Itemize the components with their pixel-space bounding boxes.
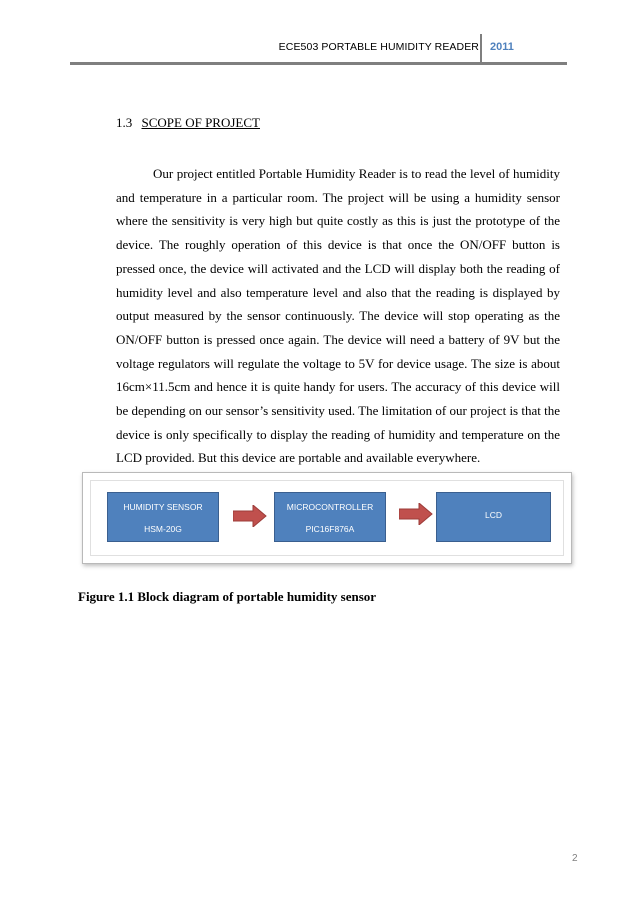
- block-label: LCD: [484, 510, 502, 520]
- header-rule: [70, 62, 567, 65]
- header-divider: [480, 34, 482, 64]
- right-arrow-icon: [399, 503, 433, 525]
- humidity-sensor-block: [107, 492, 219, 542]
- section-number: 1.3: [116, 115, 133, 130]
- block-sublabel: PIC16F876A: [305, 524, 355, 534]
- section-title: SCOPE OF PROJECT: [141, 115, 260, 130]
- block-sublabel: HSM-20G: [144, 524, 182, 534]
- header-year: 2011: [490, 41, 514, 53]
- section-heading: [116, 115, 260, 131]
- block-label: HUMIDITY SENSOR: [123, 502, 203, 512]
- lcd-block: [436, 492, 551, 542]
- block-label: MICROCONTROLLER: [286, 502, 374, 512]
- body-paragraph: Our project entitled Portable Humidity Reader is to read the level of humidity and temperature in a particular room. The project will be using a humidity sensor where the sensitivity is very high but quite costly as this is just the prototype of the device. The roughly operation of this device is that once the ON/OFF button is pressed once, the device will activated and the LCD will display both the reading of humidity level and also temperature level and also that the reading is displayed by output measured by the sensor continuously. The device will stop operating as the ON/OFF button is pressed once again. The device will need a battery of 9V but the voltage regulators will regulate the voltage to 5V for device usage. The size is about 16cm×11.5cm and hence it is quite handy for users. The accuracy of this device will be depending on our sensor’s sensitivity used. The limitation of our project is that the device is only specifically to display the reading of humidity and temperature on the LCD provided. But this device are portable and available everywhere.: [116, 166, 560, 466]
- microcontroller-block: [274, 492, 386, 542]
- header-title: ECE503 PORTABLE HUMIDITY READER: [278, 41, 479, 53]
- right-arrow-icon: [233, 505, 267, 527]
- page-number: 2: [572, 853, 578, 864]
- figure-caption: Figure 1.1 Block diagram of portable humidity sensor: [78, 589, 377, 604]
- page-header: [70, 34, 567, 64]
